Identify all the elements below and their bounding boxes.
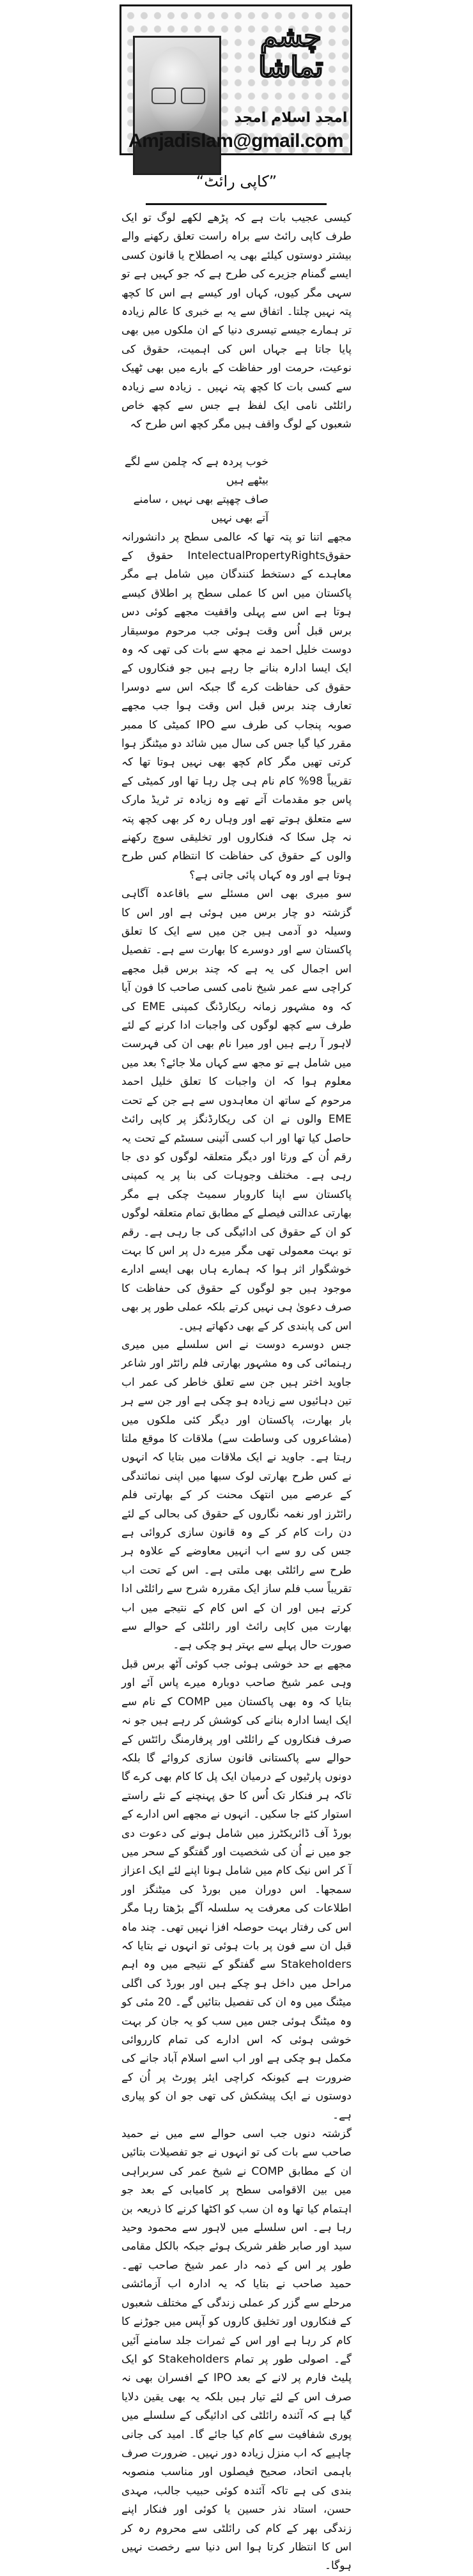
portrait-glasses: [151, 88, 205, 102]
article-body: [121, 209, 352, 2576]
article-title: ”کاپی رائٹ“: [196, 172, 277, 190]
paragraph: مجھے اتنا تو پتہ تھا کہ عالمی سطح پر دانشورانہ حقوقIntelectualPropertyRights حقوق کے معاہدے کے دستخط کنندگان میں شامل ہے مگر پاکستان میں اس کا عملی سطح پر اطلاق کیسے ہوتا ہے اس سے پہلی واقفیت مجھے کوئی دس برس قبل اُس وقت ہوئی جب مرحوم موسیقار دوست خلیل احمد نے مجھ سے بات کی تھی کہ وہ ایک ایسا ادارہ بنانے جا رہے ہیں جو فنکاروں کے حقوق کی حفاظت کرے گا جبکہ اس سے دوسرا تعارف چند برس قبل اس وقت ہوا جب مجھے صوبہ پنجاب کی طرف سے IPO کمیٹی کا ممبر مقرر کیا گیا جس کی سال میں شائد دو میٹنگز ہوا کرتی تھیں مگر کام کچھ بھی نہیں ہوتا تھا کہ تقریباً 98% کام نام ہی چل رہا تھا اور کمیٹی کے پاس جو مقدمات آتے تھے وہ زیادہ تر ٹریڈ مارک سے متعلق ہوتے تھے اور وہاں رہ کر بھی کچھ پتہ نہ چل سکا کہ فنکاروں اور تخلیقی سوچ رکھنے والوں کے حقوق کی حفاظت کا انتظام کس طرح ہوتا ہے اور وہ کہاں پائی جاتی ہے؟: [121, 530, 352, 882]
column-name-logo: چشم تماشا: [258, 20, 323, 84]
title-underline: [146, 203, 327, 205]
paragraph: کیسی عجیب بات ہے کہ پڑھے لکھے لوگ تو ایک طرف کاپی رائٹ سے براہ راست تعلق رکھنے والے بیشتر دوستوں کیلئے بھی یہ اصطلاح یا قانون کسی ایسے گمنام جزیرے کی طرح ہے کہ جو کہیں ہے تو سہی مگر کیوں، کہاں اور کیسے ہے اس کا کچھ پتہ نہیں چلتا۔ اتفاق سے یہ بے خبری کا عالم زیادہ تر ہمارے جیسے تیسری دنیا کے ان ملکوں میں بھی پایا جاتا ہے جہاں اس کی اہمیت، حقوق کی نوعیت، حرمت اور حفاظت کے بارے میں بھی ٹھیک سے کسی بات کا کچھ پتہ نہیں ۔ زیادہ سے زیادہ رائلٹی نامی ایک لفظ ہے جس سے کچھ خاص شعبوں کے لوگ واقف ہیں مگر کچھ اس طرح کہ: [121, 211, 352, 431]
verse-line: صاف چھپتے بھی نہیں ، سامنے آتے بھی نہیں: [133, 493, 268, 525]
paragraph: جس دوسرے دوست نے اس سلسلے میں میری رہنمائی کی وہ مشہور بھارتی فلم رائٹر اور شاعر جاوید اختر ہیں جن سے تعلق خاطر کی عمر اب تین دہائیوں سے زیادہ ہو چکی ہے اور جن سے ہر بار بھارت، پاکستان اور دیگر کئی ملکوں میں (مشاعروں کی وساطت سے) ملاقات کا موقع ملتا رہتا ہے۔ جاوید نے ایک ملاقات میں بتایا کہ انہوں نے کس طرح بھارتی لوک سبھا میں اپنی نمائندگی کے عرصے میں انتھک محنت کر کے بھارتی فلم رائٹرز اور نغمہ نگاروں کے حقوق کی بحالی کے لئے دن رات کام کر کے وہ قانون سازی کروائی ہے جس کی رو سے اب انہیں معاوضے کے علاوہ ہر طرح سے رائلٹی بھی ملتی ہے۔ اس کے تحت اب تقریباً سب فلم ساز ایک مقررہ شرح سے رائلٹی ادا کرتے ہیں اور ان کے اس کام کے نتیجے میں اب بھارت میں کاپی رائٹ اور رائلٹی کے حوالے سے صورت حال پہلے سے بہتر ہو چکی ہے۔: [121, 1338, 352, 1652]
verse-line: خوب پردہ ہے کہ چلمن سے لگے بیٹھے ہیں: [125, 455, 268, 487]
paragraph: گزشتہ دنوں جب اسی حوالے سے میں نے حمید صاحب سے بات کی تو انہوں نے جو تفصیلات بتائیں ان کے مطابق COMP نے شیخ عمر کی سربراہی میں بین الاقوامی سطح پر کامیابی کے بعد جو اہتمام کیا تھا وہ ان سب کو اکٹھا کرنے کا ذریعہ بن رہا ہے۔ اس سلسلے میں لاہور سے محمود وحید سید اور صابر ظفر شریک ہوئے جبکہ بالکل مقامی طور پر اس کے ذمہ دار عمر شیخ صاحب تھے۔ حمید صاحب نے بتایا کہ یہ ادارہ اب آزمائشی مرحلے سے گزر کر عملی زندگی کے مختلف شعبوں کے فنکاروں اور تخلیق کاروں کو آپس میں جوڑنے کا کام کر رہا ہے اور اس کے ثمرات جلد سامنے آئیں گے۔ اصولی طور پر تمام Stakeholders کو ایک پلیٹ فارم پر لانے کے بعد IPO کے افسران بھی نہ صرف اس کے لئے تیار ہیں بلکہ یہ بھی یقین دلایا گیا ہے کہ آئندہ رائلٹی کی ادائیگی کے سلسلے میں پوری شفافیت سے کام کیا جائے گا۔ امید کی جانی چاہیے کہ اب منزل زیادہ دور نہیں۔ ضرورت صرف باہمی اتحاد، صحیح فیصلوں اور مناسب منصوبہ بندی کی ہے تاکہ آئندہ کوئی حبیب جالب، مہدی حسن، استاد نذر حسین یا کوئی اور فنکار اپنے زندگی بھر کے کام کی رائلٹی سے محروم رہ کر اس کا انتظار کرتا ہوا اس دنیا سے رخصت نہیں ہوگا۔: [121, 2128, 352, 2573]
paragraph: مجھے بے حد خوشی ہوئی جب کوئی آٹھ برس قبل وہی عمر شیخ صاحب دوبارہ میرے پاس آئے اور بتایا کہ وہ بھی پاکستان میں COMP کے نام سے ایک ایسا ادارہ بنانے کی کوشش کر رہے ہیں جو نہ صرف فنکاروں کے رائلٹی اور پرفارمنگ رائٹس کے حوالے سے پاکستانی قانون سازی کروائے گا بلکہ دونوں پارٹیوں کے درمیان ایک پل کا کام بھی کرے گا تاکہ ہر فنکار تک اُس کا حق پہنچنے کے نئے راستے استوار کئے جا سکیں۔ انہوں نے مجھے اس ادارے کے بورڈ آف ڈائریکٹرز میں شامل ہونے کی دعوت دی جو میں نے اُن کی شخصیت اور گفتگو کے سحر میں آ کر اس نیک کام میں شامل ہونا اپنے لئے ایک اعزاز سمجھا۔ اس دوران میں بورڈ کی میٹنگز اور اطلاعات کی معرفت یہ سلسلہ آگے بڑھتا رہا مگر اس کی رفتار بہت حوصلہ افزا نہیں تھی۔ چند ماہ قبل ان سے فون پر بات ہوئی تو انہوں نے بتایا کہ Stakeholders سے گفتگو کے نتیجے میں وہ اہم مراحل میں داخل ہو چکے ہیں اور بورڈ کی اگلی میٹنگ میں وہ ان کی تفصیل بتائیں گے۔ 20 مئی کو وہ میٹنگ ہوئی جس میں سب کو یہ جان کر بہت خوشی ہوئی کہ اس ادارے کی تمام کارروائی مکمل ہو چکی ہے اور اب اسے اسلام آباد جانے کی ضرورت ہے کیونکہ کراچی ایئر پورٹ پر اُن کے دوستوں نے ایک پیشکش کی تھی جو ان کو پیاری ہے۔: [121, 1657, 352, 2122]
author-email[interactable]: Amjadislam@gmail.com: [128, 130, 344, 151]
paragraph-gap: [121, 434, 352, 453]
paragraph: سو میری بھی اس مسئلے سے باقاعدہ آگاہی گزشتہ دو چار برس میں ہوئی ہے اور اس کا وسیلہ دو آدمی ہیں جن میں سے ایک کا تعلق پاکستان سے اور دوسرے کا بھارت سے ہے۔ تفصیل اس اجمال کی یہ ہے کہ چند برس قبل مجھے کراچی سے عمر شیخ نامی کسی صاحب کا فون آیا کہ وہ مشہور زمانہ ریکارڈنگ کمپنی EME کی طرف سے کچھ لوگوں کی واجبات ادا کرنے کے لئے لاہور آ رہے ہیں اور میرا نام بھی ان کی فہرست میں شامل ہے تو مجھ سے کہاں ملا جائے؟ بعد میں معلوم ہوا کہ ان واجبات کا تعلق خلیل احمد مرحوم کے ساتھ ان معاہدوں سے ہے جن کے تحت EME والوں نے ان کی ریکارڈنگز پر کاپی رائٹ حاصل کیا تھا اور اب کسی آئینی سسٹم کے تحت یہ رقم اُن کے ورثا اور دیگر متعلقہ لوگوں کو دی جا رہی ہے۔ مختلف وجوہات کی بنا پر یہ کمپنی پاکستان سے اپنا کاروبار سمیٹ چکی ہے مگر بھارتی عدالتی فیصلے کے مطابق تمام متعلقہ لوگوں کو ان کے حقوق کی ادائیگی کی جا رہی ہے۔ رقم تو بہت معمولی تھی مگر میرے دل پر اس کا بہت خوشگوار اثر ہوا کہ ہمارے ہاں بھی ایسے ادارے موجود ہیں جو لوگوں کے حقوق کی حفاظت کا صرف دعویٰ ہی نہیں کرتے بلکہ عملی طور پر بھی اس کی پابندی کر کے بھی دکھاتے ہیں۔: [121, 887, 352, 1333]
column-masthead: [120, 4, 352, 155]
author-portrait: [133, 36, 221, 175]
author-name: امجد اسلام امجد: [234, 110, 348, 126]
